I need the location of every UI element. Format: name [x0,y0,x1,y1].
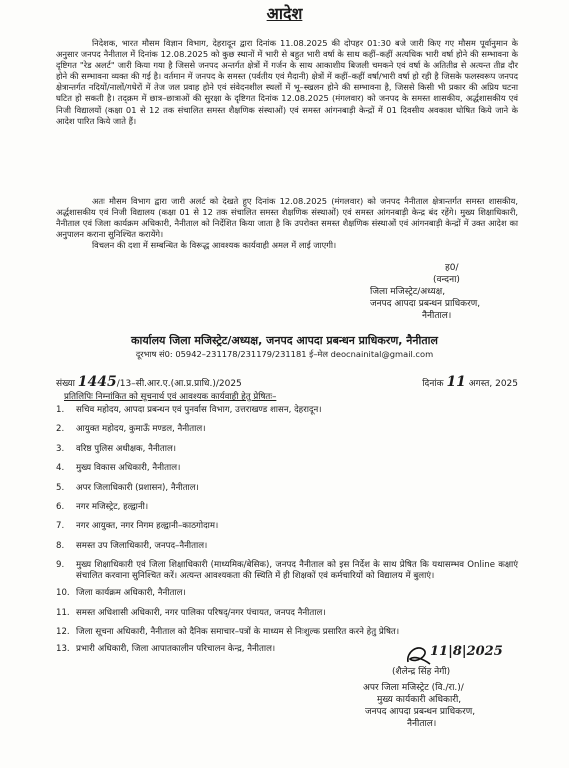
recipient-number: 9. [56,560,65,571]
order-paragraph-2: अतः मौसम विभाग द्वारा जारी अलर्ट को देखते हुए दिनांक 12.08.2025 (मंगलवार) को जनपद नैनीताल क्षेत्रान्तर्गत समस्त शासकीय, अर्द्धशासकीय एवं निजी विद्यालय (कक्षा 01 से 12 तक संचालित समस्त शैक्षणिक संस्थाओं) एवं समस्त आंगनबाड़ी केन्द्र बंद रहेंगे। मुख्य शिक्षाधिकारी, नैनीताल एवं जिला कार्यक्रम अधिकारी, नैनीताल को निर्देशित किया जाता है कि उपरोक्त समस्त शैक्षणिक संस्थाओं एवं आंगनबाड़ी केन्द्रों में उक्त आदेश का अनुपालन कराना सुनिश्चित करायेंगे। [56,196,518,240]
reference-suffix: /13–सी.आर.ए.(आ.प्र.प्राधि.)/2025 [116,379,242,389]
recipient-item [56,521,518,532]
adm-line-1: अपर जिला मजिस्ट्रेट (वि./रा.)/ [363,683,464,693]
signature-block-adm [392,666,450,678]
recipient-text: समस्त अधिशासी अधिकारी, नगर पालिका परिषद्/नगर पंचायत, जनपद नैनीताल। [76,607,326,618]
recipient-number: 1. [56,405,65,415]
recipient-number: 6. [56,501,65,512]
recipient-number: 11. [56,607,70,618]
recipient-item [56,541,518,552]
recipient-number: 5. [56,482,65,493]
signed-mark: ह0/ [445,263,459,273]
designation-line-3: नैनीताल। [422,311,452,321]
recipient-text: जिला सूचना अधिकारी, नैनीताल को दैनिक समाचार–पत्रों के माध्यम से निःशुल्क प्रसारित करने हेतु प्रेषित। [76,626,400,637]
adm-line-2: मुख्य कार्यकारी अधिकारी, [377,695,462,705]
recipient-item [56,405,518,416]
recipient-list [56,405,518,663]
date-label: दिनांक [422,379,444,389]
recipient-item [56,588,518,599]
recipient-text: प्रभारी अधिकारी, जिला आपातकालीन परिचालन केन्द्र, नैनीताल। [76,643,276,654]
order-paragraph-3: विचलन की दशा में सम्बन्धित के विरूद्ध आवश्यक कार्यवाही अमल में लाई जाएगी। [92,240,337,250]
recipient-number: 8. [56,540,65,551]
adm-line-3: जनपद आपदा प्रबन्धन प्राधिकरण, [365,707,476,717]
reference-number [56,374,242,390]
designation-line-1: जिला मजिस्ट्रेट/अध्यक्ष, [370,287,446,297]
recipient-text: नगर आयुक्त, नगर निगम हल्द्वानी–काठगोदाम। [76,521,219,532]
document-title: आदेश [266,4,303,23]
office-heading: कार्यालय जिला मजिस्ट्रेट/अध्यक्ष, जनपद आपदा प्रबन्धन प्राधिकरण, नैनीताल [131,334,438,347]
office-contact: दूरभाष सं0: 05942–231178/231179/231181 ई–मेल deocnainital@gmail.com [135,349,434,359]
recipient-item [56,560,518,582]
recipient-number: 3. [56,443,65,454]
recipient-text: नगर मजिस्ट्रेट, हल्द्वानी। [76,501,149,512]
adm-name: (शैलेन्द्र सिंह नेगी) [392,667,451,677]
recipient-item [56,627,518,638]
recipient-item [56,424,518,435]
recipient-number: 7. [56,521,65,532]
recipient-text: अपर जिलाधिकारी (प्रशासन), नैनीताल। [76,482,199,493]
signature-block-dm [405,262,460,286]
recipient-text: जिला कार्यक्रम अधिकारी, नैनीताल। [76,588,186,599]
handwritten-number: 1445 [77,374,117,390]
handwritten-date: 11|8|2025 [430,644,503,659]
signatory-name: (वन्दना) [433,275,460,285]
adm-designation [363,682,475,730]
date-suffix: अगस्त, 2025 [468,379,518,389]
recipient-item [56,483,518,494]
reference-date [422,374,518,390]
recipient-item [56,463,518,474]
handwritten-day: 11 [446,374,466,390]
recipient-number: 2. [56,424,65,435]
recipient-number: 12. [56,626,70,637]
reference-label: संख्या [56,379,75,389]
recipient-text: आयुक्त महोदय, कुमाऊँ मण्डल, नैनीताल। [76,424,206,435]
designation-line-2: जनपद आपदा प्रबन्धन प्राधिकरण, [370,299,481,309]
recipient-text: सचिव महोदय, आपदा प्रबन्धन एवं पुनर्वास विभाग, उत्तराखण्ड शासन, देहरादून। [76,405,322,415]
recipient-text: समस्त उप जिलाधिकारी, जनपद–नैनीताल। [76,540,208,551]
copy-to-heading: प्रतिलिपिः निम्नांकित को सूचनार्थ एवं आवश्यक कार्यवाही हेतु प्रेषितः– [64,392,277,402]
recipient-item [56,444,518,455]
recipient-number: 10. [56,588,70,599]
recipient-text: मुख्य शिक्षाधिकारी एवं जिला शिक्षाधिकारी (माध्यमिक/बेसिक), जनपद नैनीताल को इस निर्देश के साथ प्रेषित कि यथासम्भव Online कक्षाएं संचालित करवाना सुनिश्चित करें। अत्यन्त आवश्यकता की स्थिति में ही शिक्षकों एवं कर्मचारियों को विद्यालय में बुलाएं। [76,560,518,582]
recipient-number: 4. [56,463,65,474]
recipient-item [56,608,518,619]
recipient-text: मुख्य विकास अधिकारी, नैनीताल। [76,463,181,474]
recipient-number: 13. [56,643,70,654]
recipient-text: वरिष्ठ पुलिस अधीक्षक, नैनीताल। [76,443,177,454]
order-paragraph-1: निदेशक, भारत मौसम विज्ञान विभाग, देहरादून द्वारा दिनांक 11.08.2025 की दोपहर 01:30 बजे जारी किए गए मौसम पूर्वानुमान के अनुसार जनपद नैनीताल में दिनांक 12.08.2025 को कुछ स्थानों में भारी से बहुत भारी वर्षा के साथ कहीं–कहीं अत्यधिक भारी वर्षा होने की सम्भावना के दृष्टिगत "रेड अलर्ट" जारी किया गया है जिससे जनपद अन्तर्गत क्षेत्रों में गर्जन के साथ आकाशीय बिजली चमकने एवं वर्षा के अतितीव्र से अत्यन्त तीव्र दौर होने की सम्भावना व्यक्त की गई है। वर्तमान में जनपद के समस्त (पर्वतीय एवं मैदानी) क्षेत्रों में कहीं–कहीं वर्षा/भारी वर्षा हो रही है जिसके फलस्वरूप जनपद क्षेत्रान्तर्गत नदियों/नालों/गधेरों में तेज जल प्रवाह होने एवं संवेदनशील स्थलों में भू–स्खलन होने की सम्भावना है, जिससे किसी भी प्रकार की अप्रिय घटना घटित हो सकती है। तद्क्रम में छात्र–छात्राओं की सुरक्षा के दृष्टिगत दिनांक 12.08.2025 (मंगलवार) को जनपद के समस्त शासकीय, अर्द्धशासकीय एवं निजी विद्यालयों (कक्षा 01 से 12 तक संचालित समस्त शैक्षणिक संस्थाओं) एवं समस्त आंगनबाड़ी केन्द्रों में 01 दिवसीय अवकाश घोषित किये जाने के आदेश पारित किये जाते हैं। [56,38,518,126]
recipient-item [56,502,518,513]
signatory-designation [370,286,480,322]
adm-line-4: नैनीताल। [407,719,437,729]
